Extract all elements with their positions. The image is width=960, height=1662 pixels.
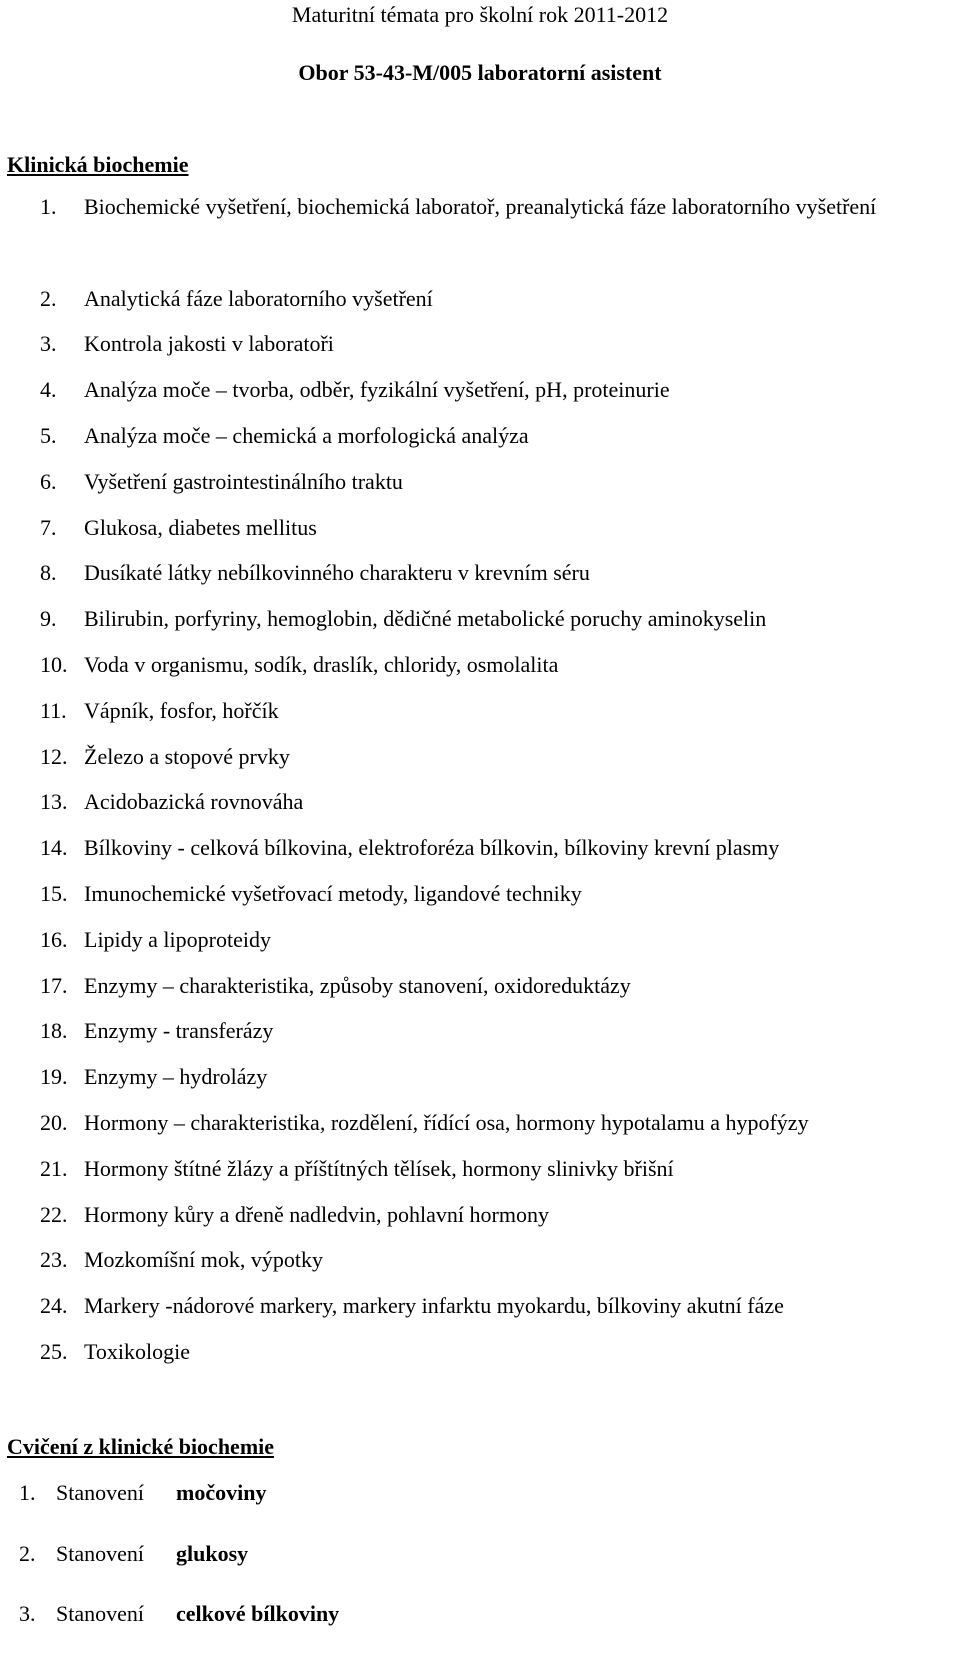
list-item — [0, 1008, 960, 1054]
item-number: 15. — [40, 880, 68, 906]
item-number: 23. — [40, 1247, 68, 1273]
item-text: Hormony – charakteristika, rozdělení, řídící osa, hormony hypotalamu a hypofýzy — [84, 1109, 809, 1135]
item-number: 22. — [40, 1201, 68, 1227]
section-heading-exercises: Cvičení z klinické biochemie — [7, 1434, 275, 1459]
item-number: 2. — [19, 1540, 36, 1566]
item-text: Enzymy – hydrolázy — [84, 1064, 268, 1090]
list-item — [0, 642, 960, 688]
item-number: 20. — [40, 1109, 68, 1135]
list-item — [0, 1329, 960, 1375]
list-item — [0, 321, 960, 367]
item-label: Stanovení — [56, 1540, 144, 1566]
list-item — [0, 825, 960, 871]
item-text: Acidobazická rovnováha — [84, 789, 304, 815]
item-text: Voda v organismu, sodík, draslík, chloridy, osmolalita — [84, 651, 559, 677]
item-number: 19. — [40, 1064, 68, 1090]
item-number: 10. — [40, 651, 68, 677]
list-item — [0, 1192, 960, 1238]
list-item — [0, 734, 960, 780]
item-label: Stanovení — [56, 1480, 144, 1505]
list-item — [0, 688, 960, 734]
item-number: 3. — [40, 331, 57, 357]
list-item — [0, 184, 960, 276]
document-subtitle: Obor 53-43-M/005 laboratorní asistent — [298, 60, 662, 85]
item-text: Analýza moče – tvorba, odběr, fyzikální vyšetření, pH, proteinurie — [84, 377, 670, 403]
document-title: Maturitní témata pro školní rok 2011-2012 — [291, 2, 669, 27]
item-number: 24. — [40, 1293, 68, 1319]
item-number: 16. — [40, 926, 68, 952]
item-number: 9. — [40, 606, 57, 632]
item-number: 25. — [40, 1338, 68, 1364]
item-number: 3. — [19, 1601, 36, 1626]
list-item — [0, 1237, 960, 1283]
item-text: Toxikologie — [84, 1338, 191, 1364]
list-item — [0, 1601, 960, 1662]
item-object: močoviny — [176, 1480, 267, 1505]
list-item — [0, 1480, 960, 1541]
clinical-topics-list — [0, 184, 960, 1375]
item-text: Lipidy a lipoproteidy — [84, 926, 271, 952]
list-item — [0, 963, 960, 1009]
list-item — [0, 1054, 960, 1100]
section-heading-clinical-biochemistry: Klinická biochemie — [7, 152, 189, 177]
item-text: Dusíkaté látky nebílkovinného charakteru v krevním séru — [84, 560, 590, 586]
list-item — [0, 1283, 960, 1329]
item-text: Hormony kůry a dřeně nadledvin, pohlavní hormony — [84, 1201, 549, 1227]
list-item — [0, 550, 960, 596]
item-number: 7. — [40, 514, 57, 540]
list-item — [0, 779, 960, 825]
item-label: Stanovení — [56, 1601, 144, 1626]
item-number: 18. — [40, 1018, 68, 1044]
list-item — [0, 413, 960, 459]
item-text: Enzymy - transferázy — [84, 1018, 274, 1044]
item-text: Vápník, fosfor, hořčík — [84, 697, 279, 723]
item-number: 14. — [40, 835, 68, 861]
item-text: Analýza moče – chemická a morfologická analýza — [84, 422, 529, 448]
item-text: Markery -nádorové markery, markery infarktu myokardu, bílkoviny akutní fáze — [84, 1293, 784, 1319]
item-number: 17. — [40, 972, 68, 998]
list-item — [0, 1146, 960, 1192]
exercises-list — [0, 1480, 960, 1662]
item-text: Mozkomíšní mok, výpotky — [84, 1247, 323, 1273]
list-item — [0, 1100, 960, 1146]
list-item — [0, 459, 960, 505]
list-item — [0, 596, 960, 642]
item-text: Bilirubin, porfyriny, hemoglobin, dědičné metabolické poruchy aminokyselin — [84, 606, 767, 632]
list-item — [0, 276, 960, 322]
item-number: 4. — [40, 377, 57, 403]
item-text: Enzymy – charakteristika, způsoby stanovení, oxidoreduktázy — [84, 972, 631, 998]
list-item — [0, 1541, 960, 1602]
item-number: 6. — [40, 468, 57, 494]
item-text: Vyšetření gastrointestinálního traktu — [84, 468, 403, 494]
item-object: glukosy — [176, 1540, 249, 1566]
list-item — [0, 871, 960, 917]
item-text: Analytická fáze laboratorního vyšetření — [84, 285, 433, 311]
item-text: Hormony štítné žlázy a příštítných tělísek, hormony slinivky břišní — [84, 1155, 674, 1181]
item-number: 21. — [40, 1155, 68, 1181]
item-number: 8. — [40, 560, 57, 586]
list-item — [0, 917, 960, 963]
item-number: 11. — [40, 697, 67, 723]
item-number: 5. — [40, 422, 57, 448]
item-text: Biochemické vyšetření, biochemická laboratoř, preanalytická fáze laboratorního vyšetření — [84, 194, 877, 219]
item-number: 1. — [19, 1480, 36, 1505]
item-number: 13. — [40, 789, 68, 815]
item-number: 2. — [40, 285, 57, 311]
item-text: Glukosa, diabetes mellitus — [84, 514, 317, 540]
item-number: 1. — [40, 194, 57, 219]
item-number: 12. — [40, 743, 68, 769]
item-object: celkové bílkoviny — [176, 1601, 340, 1626]
list-item — [0, 505, 960, 551]
item-text: Bílkoviny - celková bílkovina, elektroforéza bílkovin, bílkoviny krevní plasmy — [84, 835, 780, 861]
list-item — [0, 367, 960, 413]
item-text: Kontrola jakosti v laboratoři — [84, 331, 334, 357]
item-text: Železo a stopové prvky — [84, 743, 290, 769]
item-text: Imunochemické vyšetřovací metody, ligandové techniky — [84, 880, 582, 906]
